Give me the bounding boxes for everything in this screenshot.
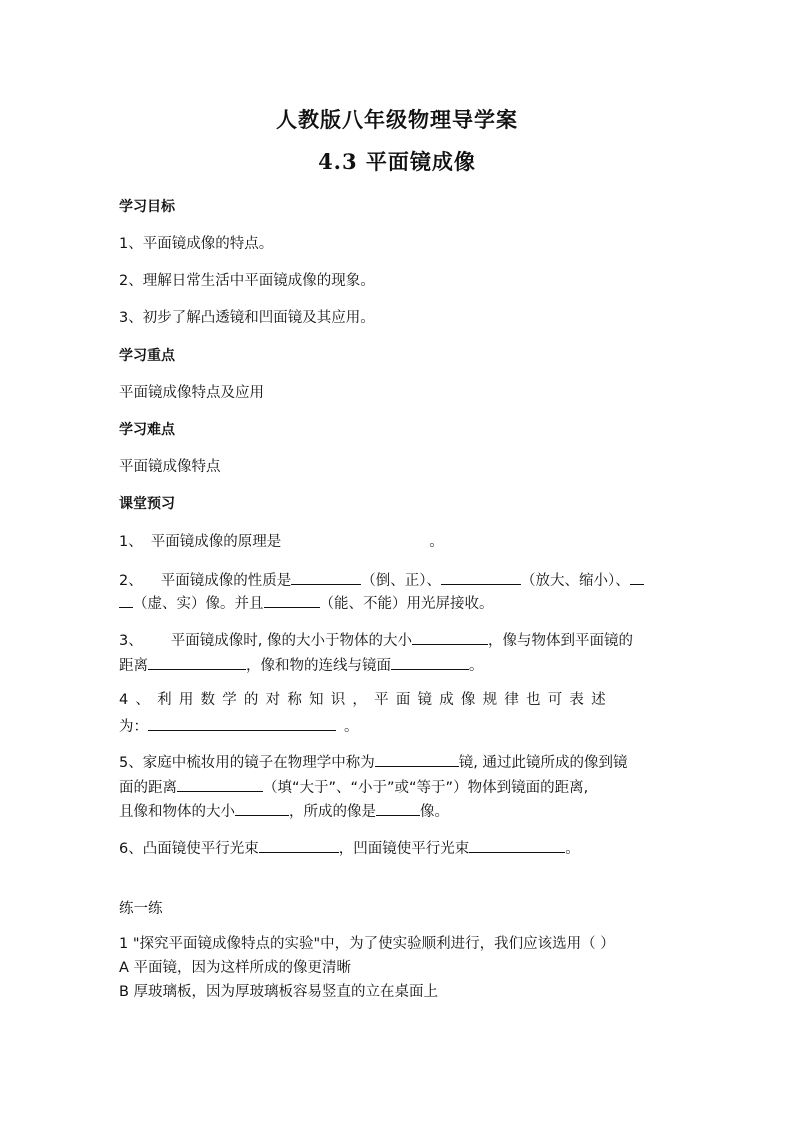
goal-item: 2、理解日常生活中平面镜成像的现象。 [119, 273, 375, 289]
answer-blank[interactable] [235, 800, 289, 816]
answer-blank[interactable] [469, 837, 565, 853]
section-title: 4.3 平面镜成像 [318, 149, 476, 174]
answer-blank[interactable] [412, 629, 488, 645]
goal-item: 3、初步了解凸透镜和凹面镜及其应用。 [119, 310, 375, 326]
preview-question-2: 2、 平面镜成像的性质是 （倒、正）、 （放大、缩小）、 [119, 569, 644, 591]
goals-heading: 学习目标 [119, 199, 175, 215]
focus-heading: 学习重点 [119, 348, 175, 364]
preview-question-2-cont: （虚、实）像。并且 （能、不能）用光屏接收。 [119, 592, 494, 614]
difficulty-text: 平面镜成像特点 [119, 459, 221, 475]
document-title: 人教版八年级物理导学案 [276, 107, 518, 132]
preview-question-5-cont2: 且像和物体的大小 ，所成的像是 像。 [119, 800, 449, 822]
answer-blank[interactable] [148, 715, 336, 731]
preview-question-5-cont: 面的距离 （填“大于”、“小于”或“等于”）物体到镜面的距离, [119, 776, 588, 798]
practice-option-a: A 平面镜，因为这样所成的像更清晰 [119, 960, 352, 976]
answer-blank[interactable] [441, 569, 521, 585]
answer-blank[interactable] [259, 837, 339, 853]
practice-option-b: B 厚玻璃板，因为厚玻璃板容易竖直的立在桌面上 [119, 984, 439, 1000]
preview-question-3-cont: 距离 ，像和物的连线与镜面 。 [119, 654, 484, 676]
question-number: 3、 [119, 633, 143, 649]
practice-question: 1 "探究平面镜成像特点的实验"中，为了使实验顺利进行，我们应该选用（ ） [119, 936, 615, 952]
answer-blank[interactable] [291, 569, 361, 585]
preview-question-3: 3、 平面镜成像时, 像的大小于物体的大小 ，像与物体到平面镜的 [119, 629, 633, 651]
preview-question-4-cont: 为： 。 [119, 715, 359, 737]
preview-question-1: 1、 平面镜成像的原理是 。 [119, 534, 444, 550]
preview-question-6: 6、凸面镜使平行光束 ，凹面镜使平行光束 。 [119, 837, 580, 859]
goal-item: 1、平面镜成像的特点。 [119, 236, 274, 252]
answer-blank[interactable] [630, 569, 644, 585]
question-number: 2、 [119, 573, 143, 589]
answer-blank[interactable] [119, 592, 133, 608]
answer-blank[interactable] [264, 592, 320, 608]
preview-question-4: 4、利用数学的对称知识，平面镜成像规律也可表述 [119, 692, 613, 708]
answer-blank[interactable] [391, 654, 469, 670]
question-number: 1、 [119, 534, 143, 550]
answer-blank[interactable] [375, 751, 459, 767]
answer-blank[interactable] [177, 776, 263, 792]
preview-question-5: 5、家庭中梳妆用的镜子在物理学中称为 镜, 通过此镜所成的像到镜 [119, 751, 627, 773]
question-text: 平面镜成像的原理是 [150, 534, 282, 550]
difficulty-heading: 学习难点 [119, 422, 175, 438]
focus-text: 平面镜成像特点及应用 [119, 385, 264, 401]
answer-blank[interactable] [148, 654, 246, 670]
answer-blank[interactable] [376, 800, 420, 816]
preview-heading: 课堂预习 [119, 496, 175, 512]
practice-heading: 练一练 [119, 901, 163, 917]
